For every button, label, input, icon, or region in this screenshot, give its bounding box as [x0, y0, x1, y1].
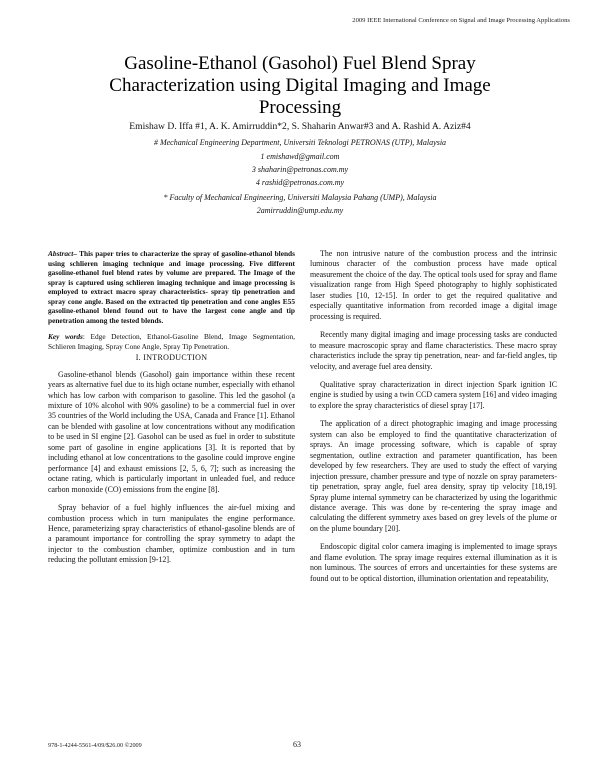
abstract [48, 249, 295, 325]
keywords-text: : Edge Detection, Ethanol-Gasoline Blend, Image Segmentation, Schlieren Imaging, Spray Cone Angle, Spray Tip Penetration. [48, 332, 295, 351]
keywords-label: Key words [48, 332, 83, 342]
keywords [48, 332, 295, 351]
intro-paragraph-3: The non intrusive nature of the combustion process and the intrinsic luminous character of the combustion process have made optical measurement the choice of the day. The optical tools used for spray and flame visualization range from High Speed photography to highly sophisticated laser studies [10, 12-15]. In order to get the required qualitative and especially quantitative information from recorded image a digital image processing is required. [310, 249, 557, 321]
affiliation-ump: * Faculty of Mechanical Engineering, Universiti Malaysia Pahang (UMP), Malaysia [163, 193, 437, 202]
intro-paragraph-2: Spray behavior of a fuel highly influences the air-fuel mixing and combustion process which in turn manipulates the engine performance. Hence, parameterizing spray characteristics of ethanol-gasoline blends are of a paramount importance for controlling the spray symmetry to adapt the injector to the combustion chamber, optimize combustion and in turn reducing the pollutant emission [9-12]. [48, 503, 295, 565]
right-column [310, 249, 557, 584]
abstract-text: – This paper tries to characterize the spray of gasoline-ethanol blends using schlieren imaging technique and image processing. Five different gasoline-ethanol fuel blend rates by volume are prepared. The Image of the spray is captured using schlieren imaging technique and image processing is employed to extract macro spray characteristics- spray tip penetration and spray cone angle. Based on the extracted tip penetration and cone angles E55 gasoline-ethanol blend found out to have the largest cone angle and tip penetration among the tested blends. [48, 249, 295, 325]
author-list: Emishaw D. Iffa #1, A. K. Amirruddin*2, S. Shaharin Anwar#3 and A. Rashid A. Aziz#4 [129, 121, 471, 132]
isbn-footer: 978-1-4244-5561-4/09/$26.00 ©2009 [48, 742, 142, 749]
title-line-3: Processing [258, 97, 342, 118]
email-4: 4 rashid@petronas.com.my [255, 178, 345, 187]
intro-paragraph-5: Qualitative spray characterization in direct injection Spark ignition IC engine is studied by using a twin CCD camera system [16] and video imaging to explore the spray characteristics of diesel spray [17]. [310, 379, 557, 410]
abstract-label: Abstract [48, 249, 74, 258]
intro-paragraph-4: Recently many digital imaging and image processing tasks are conducted to measure macroscopic spray and flame characteristics. These macro spray characteristics include the spray tip penetration, near- and far-field angles, tip velocity, and average fuel area density. [310, 330, 557, 371]
intro-paragraph-7: Endoscopic digital color camera imaging is implemented to image sprays and flame evolution. The spray image requires external illumination as it is non luminous. The sources of errors and uncertainties for these systems are found out to be optical distortion, illumination orientation and repeatability, [310, 542, 557, 583]
left-column [48, 249, 295, 566]
email-2: 2amirruddin@ump.edu.my [256, 206, 344, 215]
email-3: 3 shaharin@petronas.com.my [251, 165, 349, 174]
introduction-heading: I. INTRODUCTION [135, 353, 208, 363]
affiliation-utp: # Mechanical Engineering Department, Universiti Teknologi PETRONAS (UTP), Malaysia [153, 138, 447, 147]
title-line-2: Characterization using Digital Imaging and Image [109, 75, 491, 96]
page-number: 63 [293, 740, 301, 749]
conference-header: 2009 IEEE International Conference on Signal and Image Processing Applications [352, 17, 570, 24]
paper-title [40, 53, 560, 119]
title-line-1: Gasoline-Ethanol (Gasohol) Fuel Blend Spray [124, 53, 476, 74]
intro-paragraph-1: Gasoline-ethanol blends (Gasohol) gain importance within these recent years as alternative fuel due to its high octane number, especially with ethanol which has low carbon with comparison to gasoline. This led the gasohol (a mixture of 10% alcohol with 90% gasoline) to be a commercial fuel in over 35 countries of the World including the USA, Canada and France [1]. Ethanol can be blended with gasoline at low concentrations without any modification to be used in SI engine [2]. Gasohol can be used as fuel in order to substitute some part of gasoline in engine applications [3]. It is reported that by including ethanol at low concentrations to the gasoline could improve engine performance [4] and exhaust emissions [2, 5, 6, 7]; such as increasing the octane rating, which is particularly important in unleaded fuel, and reduce carbon monoxide (CO) emissions from the engine [8]. [48, 369, 295, 494]
email-1: 1 emishawd@gmail.com [260, 152, 340, 161]
intro-paragraph-6: The application of a direct photographic imaging and image processing system can also be employed to find the quantitative characterization of sprays. An image processing software, which is capable of spray segmentation, outline extraction and parameter quantification, has been developed by few researchers. They are used to study the effect of varying injection pressure, chamber pressure and type of nozzle on spray parameters- tip penetration, spray angle, fuel area density, spray tip velocity [18,19]. Spray plume internal symmetry can be characterized by using the logarithmic distance average. This was done by re-centering the spray image and calculating the different symmetry axes based on grey levels of the plume or on the plume boundary [20]. [310, 419, 557, 533]
